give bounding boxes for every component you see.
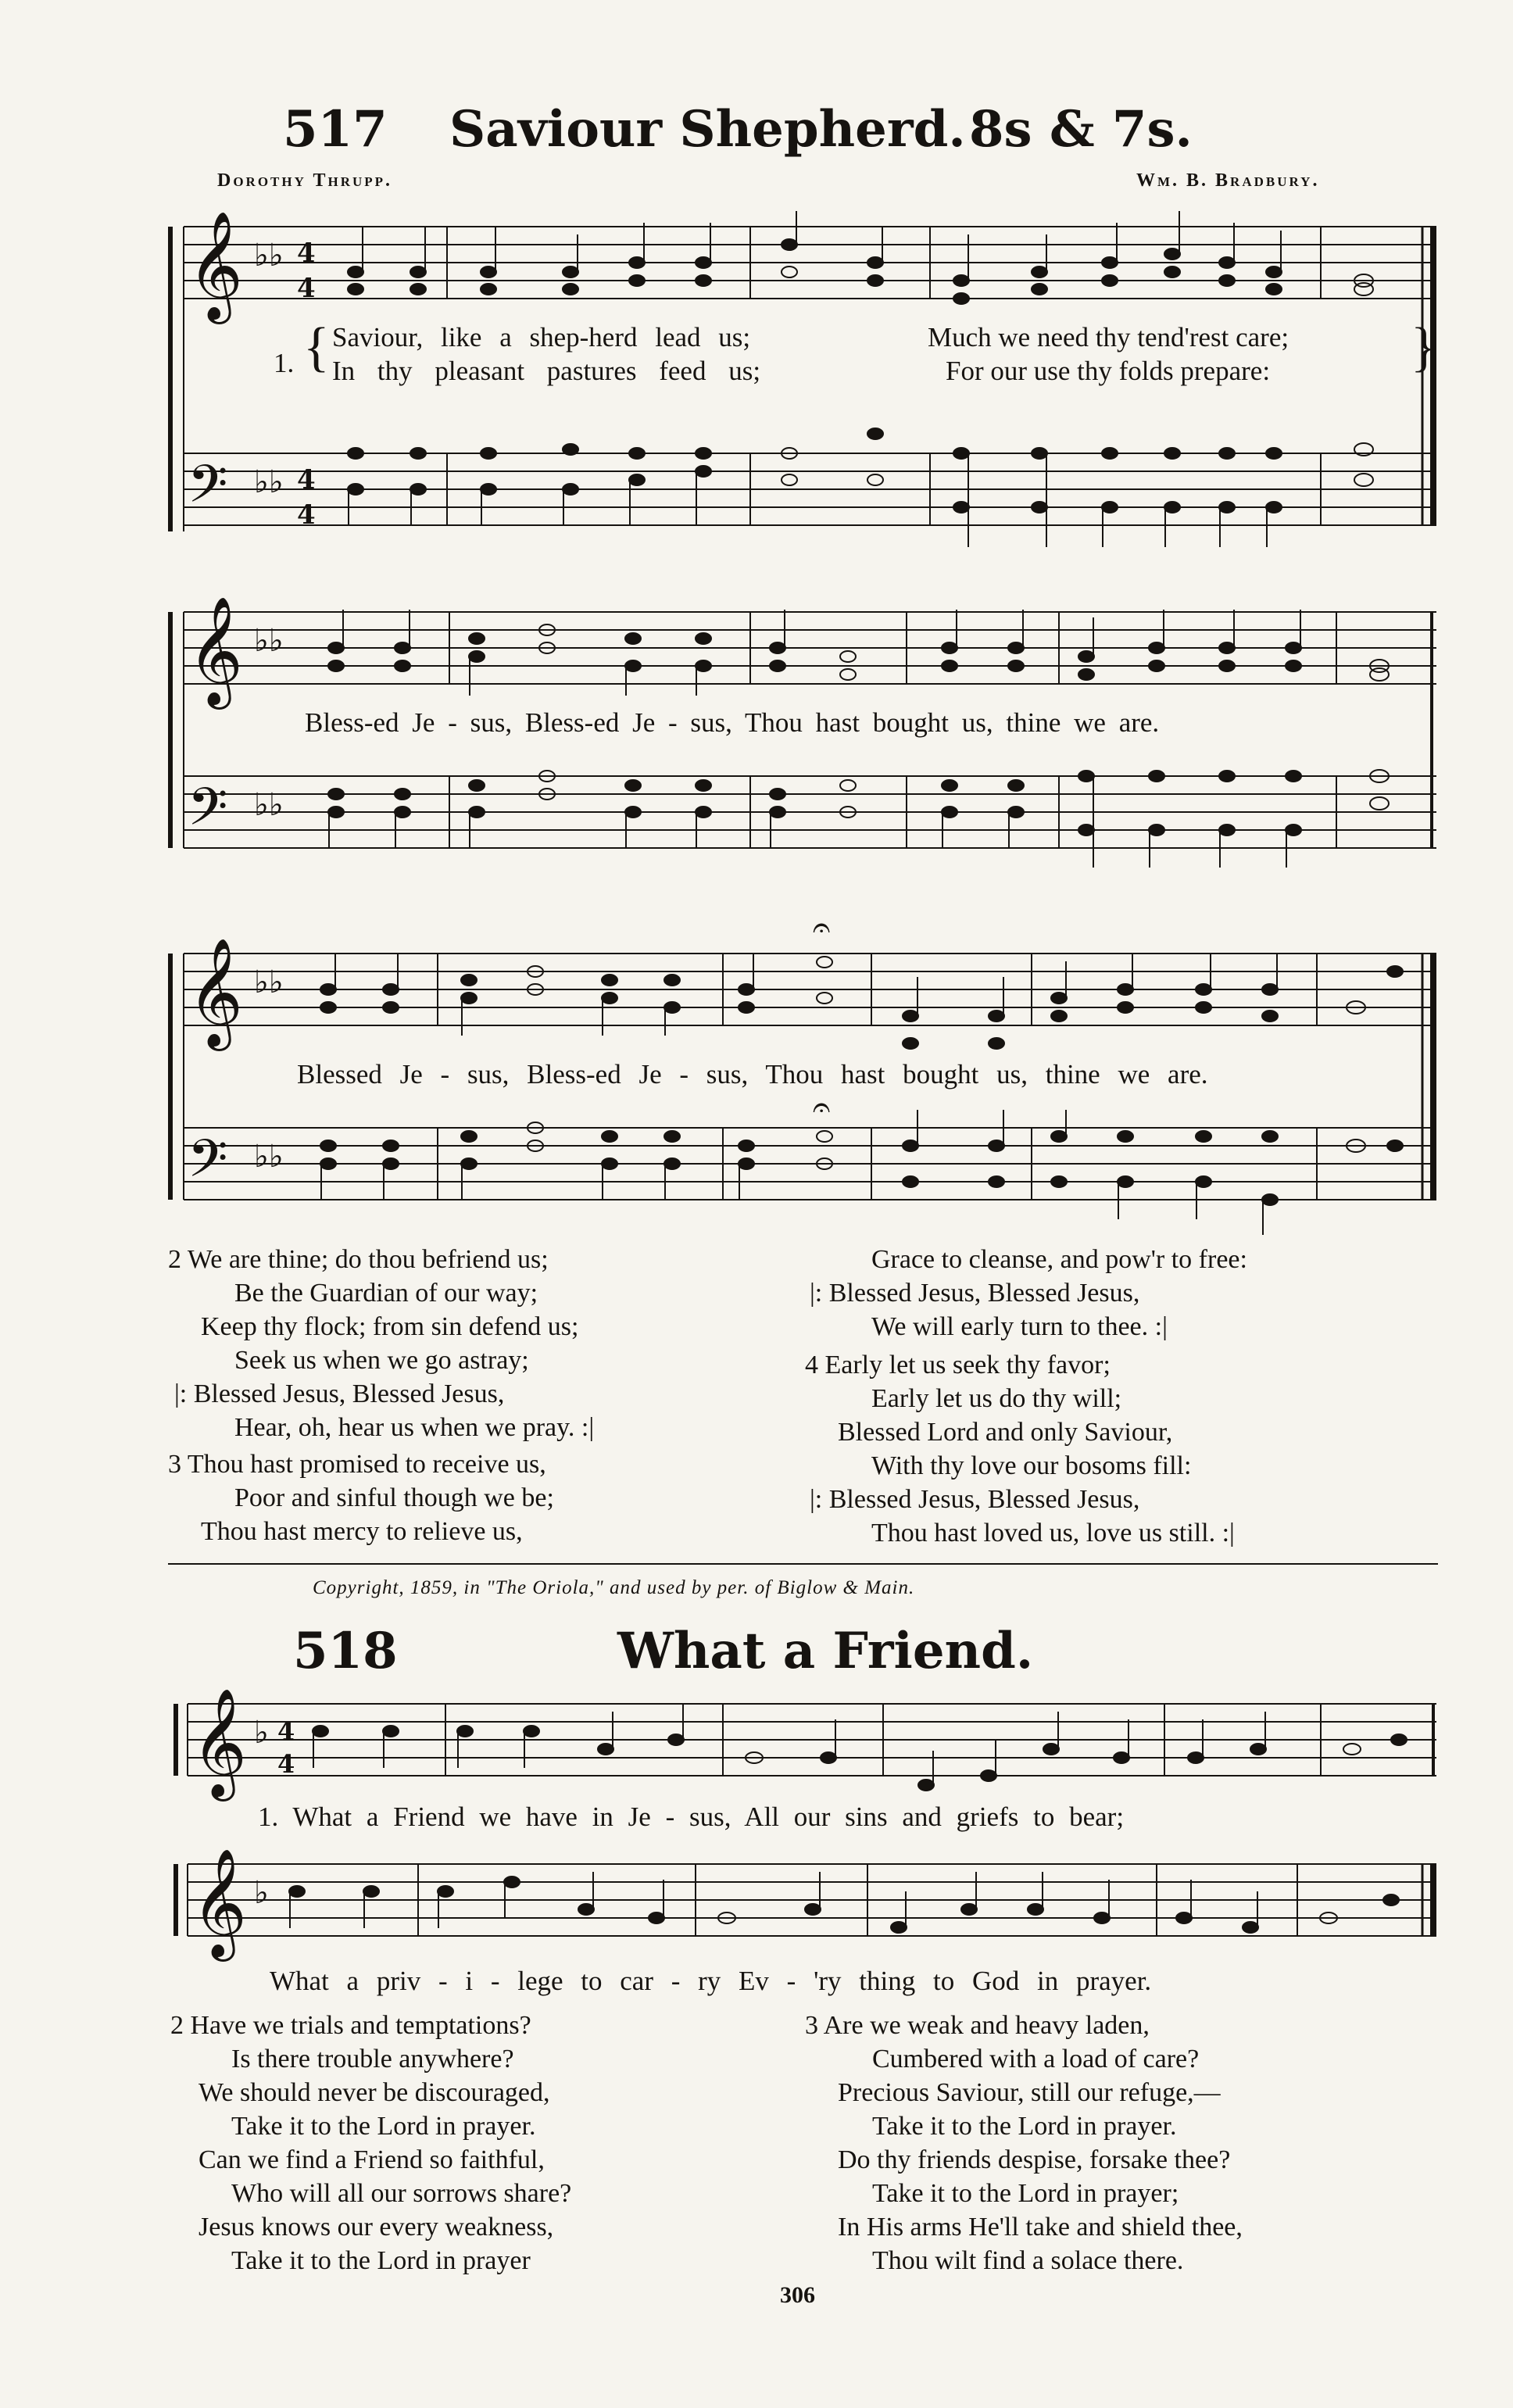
stanza-line: Do thy friends despise, forsake thee? [838, 2145, 1231, 2174]
stanza-line: Can we find a Friend so faithful, [199, 2145, 545, 2174]
svg-text:♭♭: ♭♭ [254, 238, 284, 274]
stanza-line: Who will all our sorrows share? [231, 2179, 572, 2208]
stanza-line: Be the Guardian of our way; [234, 1279, 538, 1308]
stanza-line: We will early turn to thee. :| [871, 1312, 1168, 1341]
stanza-line: 3 Thou hast promised to receive us, [168, 1450, 546, 1479]
hymn-518-stanzas-left [170, 2009, 571, 2277]
hymn-518-lyric-1: 1. What a Friend we have in Je - sus, All our sins and griefs to bear; [258, 1802, 1125, 1832]
svg-text:♭♭: ♭♭ [254, 623, 284, 659]
svg-text:4: 4 [277, 1716, 295, 1746]
svg-text:𝄞: 𝄞 [188, 938, 243, 1047]
hymn-517-composer: Wm. B. Bradbury. [1136, 170, 1320, 191]
hymn-517-author: Dorothy Thrupp. [217, 170, 393, 191]
stanza-line: We should never be discouraged, [199, 2078, 550, 2107]
stanza-line: Jesus knows our every weakness, [199, 2213, 554, 2242]
stanza-line: Thou hast mercy to relieve us, [201, 1517, 523, 1546]
hymn-518-stanzas-right [805, 2009, 1243, 2277]
svg-text:♭: ♭ [254, 1875, 269, 1911]
stanza-line: |: Blessed Jesus, Blessed Jesus, [174, 1379, 505, 1408]
stanza-line: Precious Saviour, still our refuge,— [838, 2078, 1221, 2107]
svg-text:♭♭: ♭♭ [254, 464, 284, 500]
stanza-line: Early let us do thy will; [871, 1384, 1122, 1413]
stanza-line: Seek us when we go astray; [234, 1346, 529, 1375]
lyric-line-2a: In thy pleasant pastures feed us; [332, 356, 761, 386]
svg-text:𝄢: 𝄢 [188, 777, 228, 850]
page-number: 306 [780, 2282, 815, 2308]
svg-text:♭♭: ♭♭ [254, 787, 284, 823]
stanza-line: 2 Have we trials and temptations? [170, 2011, 531, 2040]
stanza-line: Grace to cleanse, and pow'r to free: [871, 1245, 1247, 1274]
stanza-line: Take it to the Lord in prayer. [231, 2112, 536, 2141]
hymn-518-number: 518 [293, 1622, 398, 1680]
copyright-notice: Copyright, 1859, in "The Oriola," and used by per. of Biglow & Main. [313, 1577, 915, 1598]
stanza-line: |: Blessed Jesus, Blessed Jesus, [810, 1279, 1140, 1308]
stanza-line: With thy love our bosoms fill: [871, 1451, 1192, 1480]
svg-text:𝄐: 𝄐 [813, 1090, 831, 1125]
refrain-line-2: Blessed Je - sus, Bless-ed Je - sus, Thou hast bought us, thine we are. [297, 1059, 1208, 1090]
svg-text:♭♭: ♭♭ [254, 1139, 284, 1175]
svg-text:𝄢: 𝄢 [188, 1129, 228, 1201]
stanza-line: |: Blessed Jesus, Blessed Jesus, [810, 1485, 1140, 1514]
brace-left: { [303, 317, 330, 377]
refrain-line-1: Bless-ed Je - sus, Bless-ed Je - sus, Thou hast bought us, thine we are. [305, 707, 1160, 738]
stanza-line: Take it to the Lord in prayer [231, 2246, 531, 2275]
stanza-line: 4 Early let us seek thy favor; [805, 1351, 1111, 1379]
verse-1-number: 1. [274, 348, 295, 378]
hymn-517-meter: 8s & 7s. [969, 100, 1193, 159]
stanza-line: 2 We are thine; do thou befriend us; [168, 1245, 549, 1274]
svg-text:𝄞: 𝄞 [191, 1848, 247, 1957]
svg-text:4: 4 [297, 238, 316, 269]
lyric-line-1a: Saviour, like a shep-herd lead us; [332, 322, 751, 352]
svg-text:4: 4 [297, 499, 316, 531]
stanza-line: Blessed Lord and only Saviour, [838, 1418, 1173, 1447]
stanza-line: Thou hast loved us, love us still. :| [871, 1519, 1235, 1547]
stanza-line: Is there trouble anywhere? [231, 2045, 514, 2073]
stanza-line: Thou wilt find a solace there. [872, 2246, 1184, 2275]
stanza-line: Keep thy flock; from sin defend us; [201, 1312, 579, 1341]
stanza-line: Cumbered with a load of care? [872, 2045, 1200, 2073]
svg-text:♭: ♭ [254, 1715, 269, 1751]
brace-right: } [1411, 317, 1437, 377]
stanza-line: Hear, oh, hear us when we pray. :| [234, 1413, 595, 1442]
svg-text:4: 4 [277, 1749, 295, 1779]
svg-text:4: 4 [297, 273, 316, 304]
hymn-518-lyric-2: What a priv - i - lege to car - ry Ev - 'ry thing to God in prayer. [270, 1966, 1152, 1996]
lyric-line-1b: Much we need thy tend'rest care; [928, 322, 1289, 352]
stanza-line: 3 Are we weak and heavy laden, [805, 2011, 1150, 2040]
stanza-line: Poor and sinful though we be; [234, 1483, 554, 1512]
stanza-line: Take it to the Lord in prayer. [872, 2112, 1177, 2141]
svg-text:𝄞: 𝄞 [191, 1688, 247, 1797]
stanza-line: In His arms He'll take and shield thee, [838, 2213, 1243, 2242]
stanza-line: Take it to the Lord in prayer; [872, 2179, 1179, 2208]
hymn-517-number: 517 [283, 100, 388, 159]
svg-text:𝄞: 𝄞 [188, 211, 243, 320]
svg-text:4: 4 [297, 464, 316, 496]
hymn-518-title: What a Friend. [617, 1622, 1034, 1680]
svg-text:𝄐: 𝄐 [813, 910, 831, 946]
svg-text:♭♭: ♭♭ [254, 964, 284, 1000]
lyric-line-2b: For our use thy folds prepare: [946, 356, 1271, 386]
hymn-517-title: Saviour Shepherd. [449, 100, 966, 159]
svg-text:𝄢: 𝄢 [188, 454, 228, 527]
svg-text:𝄞: 𝄞 [188, 596, 243, 705]
